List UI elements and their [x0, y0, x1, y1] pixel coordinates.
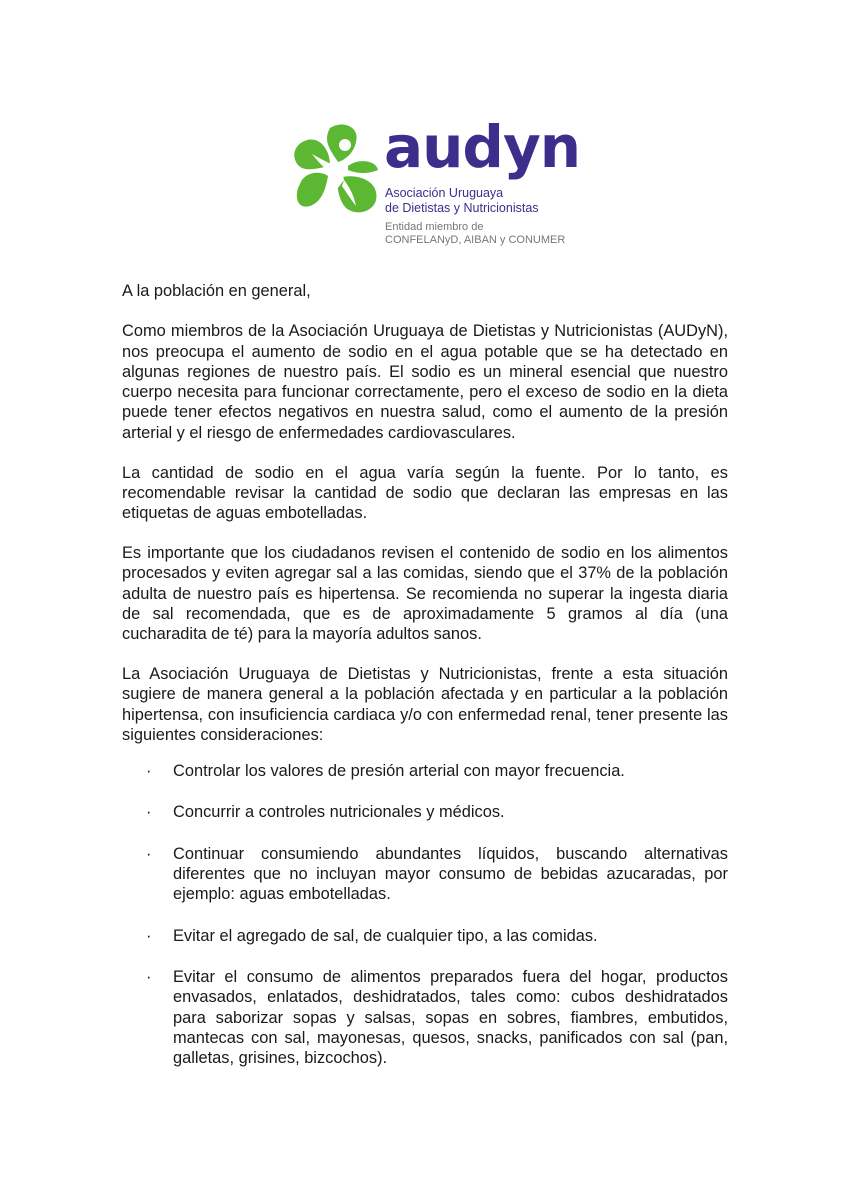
bullet-marker: ·	[146, 762, 152, 781]
list-item	[122, 802, 728, 822]
list-item	[122, 967, 728, 1068]
list-item-text: Continuar consumiendo abundantes líquidos, buscando alternativas diferentes que no incluyan mayor consumo de bebidas azucaradas, por ejemplo: aguas embotelladas.	[173, 844, 728, 904]
membership-note-line1: Entidad miembro de	[385, 221, 484, 233]
recommendations-list	[122, 761, 728, 1068]
list-item	[122, 761, 728, 781]
paragraph-2: La cantidad de sodio en el agua varía según la fuente. Por lo tanto, es recomendable revisar la cantidad de sodio que declaran las empresas en las etiquetas de aguas embotelladas.	[122, 463, 728, 523]
brand-subtitle-line2: de Dietistas y Nutricionistas	[385, 201, 539, 215]
paragraph-4: La Asociación Uruguaya de Dietistas y Nutricionistas, frente a esta situación sugiere de manera general a la población afectada y en particular a la población hipertensa, con insuficiencia cardiaca y/o con enfermedad renal, tener presente las siguientes consideraciones:	[122, 664, 728, 744]
list-item	[122, 926, 728, 946]
letter-body	[122, 281, 728, 1089]
list-item-text: Controlar los valores de presión arterial con mayor frecuencia.	[173, 762, 625, 781]
bullet-marker: ·	[146, 844, 152, 863]
brand-wordmark: audyn	[384, 113, 581, 181]
membership-note	[385, 221, 615, 247]
paragraph-1: Como miembros de la Asociación Uruguaya de Dietistas y Nutricionistas (AUDyN), nos preocupa el aumento de sodio en el agua potable que se ha detectado en algunas regiones de nuestro país. El sodio es un mineral esencial que nuestro cuerpo necesita para funcionar correctamente, pero el exceso de sodio en la dieta puede tener efectos negativos en nuestra salud, como el aumento de la presión arterial y el riesgo de enfermedades cardiovasculares.	[122, 322, 728, 442]
audyn-logo	[292, 113, 592, 253]
list-item-text: Evitar el consumo de alimentos preparados fuera del hogar, productos envasados, enlatados, deshidratados, tales como: cubos deshidratados para saborizar sopas y salsas, sopas en sobres, fiambres, embutidos, mantecas con sal, mayonesas, quesos, snacks, panificados con sal (pan, galletas, grisines, bizcochos).	[173, 967, 728, 1068]
paragraph-3: Es importante que los ciudadanos revisen el contenido de sodio en los alimentos procesados y eviten agregar sal a las comidas, siendo que el 37% de la población adulta de nuestro país es hipertensa. Se recomienda no superar la ingesta diaria de sal recomendada, que es de aproximadamente 5 gramos al día (una cucharadita de té) para la mayoría adultos sanos.	[122, 543, 728, 644]
list-item-text: Evitar el agregado de sal, de cualquier tipo, a las comidas.	[173, 926, 598, 945]
list-item-text: Concurrir a controles nutricionales y médicos.	[173, 803, 505, 822]
bullet-marker: ·	[146, 967, 152, 986]
greeting: A la población en general,	[122, 282, 311, 300]
bullet-marker: ·	[146, 926, 152, 945]
list-item	[122, 844, 728, 905]
membership-note-line2: CONFELANyD, AIBAN y CONUMER	[385, 234, 566, 246]
bullet-marker: ·	[146, 803, 152, 822]
brand-subtitle-line1: Asociación Uruguaya	[385, 186, 504, 200]
brand-subtitle	[385, 186, 605, 216]
clover-figure-icon	[292, 122, 382, 222]
